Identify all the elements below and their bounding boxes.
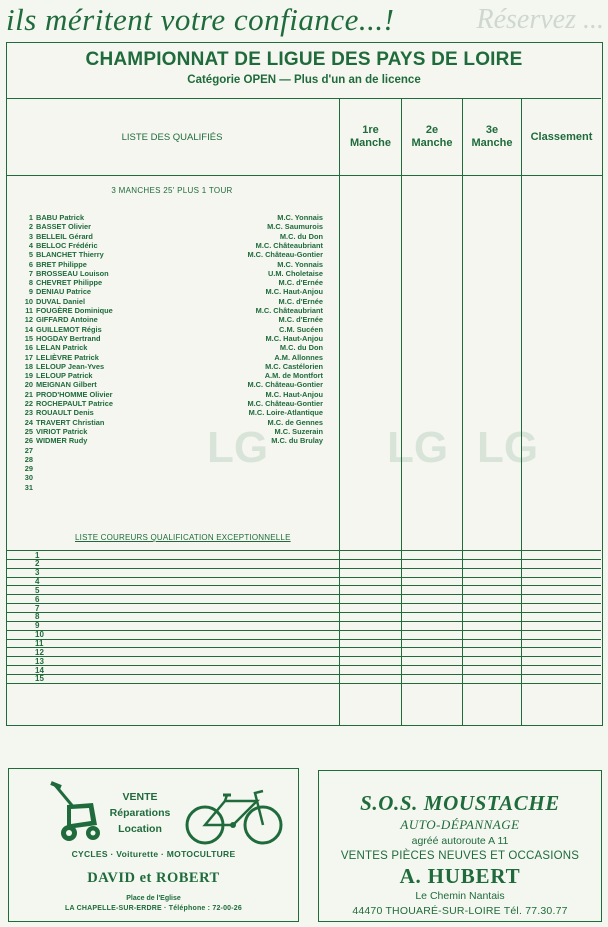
rider-row xyxy=(15,250,323,259)
exceptional-row-number: 5 xyxy=(35,585,40,595)
rider-row xyxy=(15,278,323,287)
exceptional-row-number: 3 xyxy=(35,568,40,578)
rider-number: 30 xyxy=(24,473,33,483)
bicycle-icon xyxy=(181,787,287,847)
rider-name: PROD'HOMME Olivier xyxy=(36,389,113,399)
rider-club: M.C. Loire-Atlantique xyxy=(248,408,323,418)
rider-number: 3 xyxy=(28,231,33,241)
rider-name: BASSET Olivier xyxy=(36,222,92,232)
rider-name: FOUGÈRE Dominique xyxy=(36,306,113,315)
rider-row xyxy=(15,371,323,380)
manche-2-header: 2e Manche xyxy=(411,124,453,149)
rider-name: VIRIOT Patrick xyxy=(36,426,88,436)
exceptional-row xyxy=(7,639,601,648)
exceptional-row-number: 1 xyxy=(35,550,40,560)
business-city-phone: 44470 THOUARÉ-SUR-LOIRE Tél. 77.30.77 xyxy=(352,905,568,917)
exceptional-row-number: 10 xyxy=(35,630,44,640)
exceptional-row-end xyxy=(7,683,601,692)
rider-number: 4 xyxy=(28,240,33,250)
exceptional-row xyxy=(7,594,601,603)
exceptional-row-number: 14 xyxy=(35,665,44,675)
rider-club: M.C. Haut-Anjou xyxy=(265,389,323,399)
rider-club: M.C. Saumurois xyxy=(267,222,323,232)
exceptional-row-number: 11 xyxy=(35,639,44,648)
rider-row xyxy=(15,399,323,408)
rider-row xyxy=(15,222,323,231)
rider-number: 5 xyxy=(28,250,33,260)
exceptional-row xyxy=(7,568,601,577)
exceptional-row xyxy=(7,612,601,621)
rider-number: 27 xyxy=(24,445,33,455)
rider-name: DUVAL Daniel xyxy=(36,296,86,306)
business-service: AUTO-DÉPANNAGE xyxy=(400,817,520,832)
rider-row xyxy=(15,473,323,482)
exceptional-row xyxy=(7,585,601,594)
rider-number: 20 xyxy=(24,380,33,390)
rider-name: CHEVRET Philippe xyxy=(36,278,103,288)
rider-club: M.C. Château-Gontier xyxy=(247,380,323,390)
rider-row xyxy=(15,436,323,445)
rider-row xyxy=(15,464,323,473)
rider-number: 22 xyxy=(24,399,33,408)
rider-club: M.C. Châteaubriant xyxy=(255,306,323,315)
rider-name: GIFFARD Antoine xyxy=(36,315,98,325)
exceptional-row-number: 12 xyxy=(35,647,44,657)
rider-name: ROCHEPAULT Patrice xyxy=(36,399,113,408)
rider-row xyxy=(15,343,323,352)
rider-row xyxy=(15,269,323,278)
rider-number: 1 xyxy=(28,213,33,222)
header-rule xyxy=(7,175,602,176)
rider-number: 26 xyxy=(24,436,33,446)
rider-number: 9 xyxy=(28,287,33,297)
rider-club: M.C. Château-Gontier xyxy=(247,399,323,408)
rider-number: 28 xyxy=(24,454,33,464)
race-format-note: 3 MANCHES 25' PLUS 1 TOUR xyxy=(111,186,233,195)
rider-club: M.C. Haut-Anjou xyxy=(265,333,323,343)
exceptional-row-number: 8 xyxy=(35,612,40,622)
rider-name: BELLEIL Gérard xyxy=(36,231,93,241)
lawnmower-icon xyxy=(47,779,105,845)
rider-number: 17 xyxy=(24,352,33,362)
rider-name: BELLOC Frédéric xyxy=(36,240,98,250)
rider-number: 14 xyxy=(24,324,33,334)
rider-club: M.C. d'Ernée xyxy=(278,278,323,288)
rider-row xyxy=(15,297,323,306)
exceptional-row xyxy=(7,630,601,639)
rider-club: M.C. Suzerain xyxy=(274,426,323,436)
exceptional-row-number: 13 xyxy=(35,656,44,666)
rider-number: 18 xyxy=(24,361,33,371)
rider-club: C.M. Sucéen xyxy=(279,324,323,334)
rider-row xyxy=(15,232,323,241)
rider-name: WIDMER Rudy xyxy=(36,436,88,446)
bleed-through-watermark: LG xyxy=(387,423,449,472)
rider-number: 8 xyxy=(28,278,33,288)
rider-club: M.C. Châteaubriant xyxy=(255,240,323,250)
rider-club: M.C. du Don xyxy=(279,231,323,241)
rider-club: M.C. Château-Gontier xyxy=(247,250,323,260)
rider-row xyxy=(15,483,323,492)
rider-number: 21 xyxy=(24,389,33,399)
exceptional-row-number: 4 xyxy=(35,577,40,587)
rider-number: 23 xyxy=(24,408,33,418)
bleed-through-text: Réservez ... xyxy=(476,4,604,35)
page-headline: ils méritent votre confiance...! xyxy=(6,2,395,37)
rider-name: TRAVERT Christian xyxy=(36,417,105,427)
rider-row xyxy=(15,380,323,389)
rider-number: 6 xyxy=(28,259,33,269)
company-name: DAVID et ROBERT xyxy=(87,870,220,886)
rider-name: LELOUP Patrick xyxy=(36,371,93,381)
rider-row xyxy=(15,306,323,315)
rider-name: MEIGNAN Gilbert xyxy=(36,380,97,390)
rider-name: HOGDAY Bertrand xyxy=(36,333,101,343)
business-approval: agréé autoroute A 11 xyxy=(411,835,509,847)
exceptional-row xyxy=(7,656,601,665)
rider-name: GUILLEMOT Régis xyxy=(36,324,102,334)
rider-row xyxy=(15,427,323,436)
manche-3-header: 3e Manche xyxy=(471,124,513,149)
rider-row xyxy=(15,418,323,427)
sos-moustache-advert xyxy=(318,770,602,922)
exceptional-row xyxy=(7,665,601,674)
results-sheet xyxy=(6,42,603,726)
rider-club: A.M. de Montfort xyxy=(264,371,323,381)
rider-number: 29 xyxy=(24,464,33,474)
rider-club: M.C. d'Ernée xyxy=(278,296,323,306)
company-place: Place de l'Eglise xyxy=(126,895,181,902)
rider-name: BLANCHET Thierry xyxy=(36,250,104,260)
rider-number: 15 xyxy=(24,333,33,343)
rider-club: M.C. de Gennes xyxy=(267,417,323,427)
rider-club: M.C. Castélorien xyxy=(265,361,323,371)
manche-1-header: 1re Manche xyxy=(350,124,391,149)
exceptional-row xyxy=(7,550,601,559)
rider-name: BRET Philippe xyxy=(36,259,87,269)
rider-club: M.C. Yonnais xyxy=(277,259,323,269)
rider-row xyxy=(15,408,323,417)
rider-number: 10 xyxy=(24,296,33,306)
rider-number: 31 xyxy=(24,482,33,492)
exceptional-row xyxy=(7,603,601,612)
rider-row xyxy=(15,362,323,371)
exceptional-row-number: 15 xyxy=(35,674,44,684)
rider-row xyxy=(15,213,323,222)
rider-row xyxy=(15,260,323,269)
company-address: LA CHAPELLE-SUR-ERDRE · Téléphone : 72-00-26 xyxy=(65,905,242,912)
rider-number: 19 xyxy=(24,371,33,381)
rider-name: LELAN Patrick xyxy=(36,343,88,353)
product-categories: CYCLES · Voiturette · MOTOCULTURE xyxy=(71,849,236,859)
rider-row xyxy=(15,241,323,250)
exceptional-row xyxy=(7,559,601,568)
rider-row xyxy=(15,353,323,362)
rider-number: 7 xyxy=(28,268,33,278)
exceptional-list-title: LISTE COUREURS QUALIFICATION EXCEPTIONNELLE xyxy=(75,533,291,542)
rider-name: BROSSEAU Louison xyxy=(36,268,109,278)
cycles-advert xyxy=(8,768,299,922)
rider-club: A.M. Allonnes xyxy=(274,352,323,362)
exceptional-row xyxy=(7,577,601,586)
exceptional-row-number: 2 xyxy=(35,559,40,569)
exceptional-row xyxy=(7,647,601,656)
rider-club: U.M. Choletaise xyxy=(267,268,323,278)
rider-number: 16 xyxy=(24,343,33,353)
services-list: VENTE Réparations Location xyxy=(109,791,171,835)
exceptional-row xyxy=(7,621,601,630)
rider-name: LELIÈVRE Patrick xyxy=(36,352,99,362)
rider-row xyxy=(15,455,323,464)
business-owner: A. HUBERT xyxy=(399,864,521,888)
rider-row xyxy=(15,287,323,296)
bleed-through-watermark: LG xyxy=(207,423,269,472)
rider-row xyxy=(15,334,323,343)
sheet-header xyxy=(7,43,601,99)
rider-club: M.C. du Brulay xyxy=(271,436,323,446)
exceptional-row-number: 7 xyxy=(35,603,40,613)
classement-header: Classement xyxy=(530,130,593,143)
rider-club: M.C. Haut-Anjou xyxy=(265,287,323,297)
rider-name: BABU Patrick xyxy=(36,213,85,222)
category-subtitle: Catégorie OPEN — Plus d'un an de licence xyxy=(187,74,421,86)
rider-club: M.C. du Don xyxy=(279,343,323,353)
exceptional-row-number: 9 xyxy=(35,621,40,631)
rider-row xyxy=(15,315,323,324)
rider-number: 2 xyxy=(28,222,33,232)
championship-title: CHAMPIONNAT DE LIGUE DES PAYS DE LOIRE xyxy=(85,49,523,70)
rider-club: M.C. Yonnais xyxy=(277,213,323,222)
rider-number: 11 xyxy=(25,306,33,315)
exceptional-row-number: 6 xyxy=(35,594,40,604)
rider-number: 24 xyxy=(24,417,33,427)
qualified-list-header: LISTE DES QUALIFIÉS xyxy=(121,131,223,143)
business-sales: VENTES PIÈCES NEUVES ET OCCASIONS xyxy=(340,850,580,862)
business-name: S.O.S. MOUSTACHE xyxy=(360,791,560,815)
rider-row xyxy=(15,390,323,399)
exceptional-row xyxy=(7,674,601,683)
rider-row xyxy=(15,446,323,455)
rider-name: ROUAULT Denis xyxy=(36,408,94,418)
business-street: Le Chemin Nantais xyxy=(415,890,505,902)
bleed-through-watermark: LG xyxy=(477,423,539,472)
rider-number: 25 xyxy=(24,426,33,436)
rider-row xyxy=(15,325,323,334)
rider-number: 12 xyxy=(24,315,33,325)
rider-name: LELOUP Jean-Yves xyxy=(36,361,105,371)
rider-name: DENIAU Patrice xyxy=(36,287,92,297)
rider-club: M.C. d'Ernée xyxy=(278,315,323,325)
